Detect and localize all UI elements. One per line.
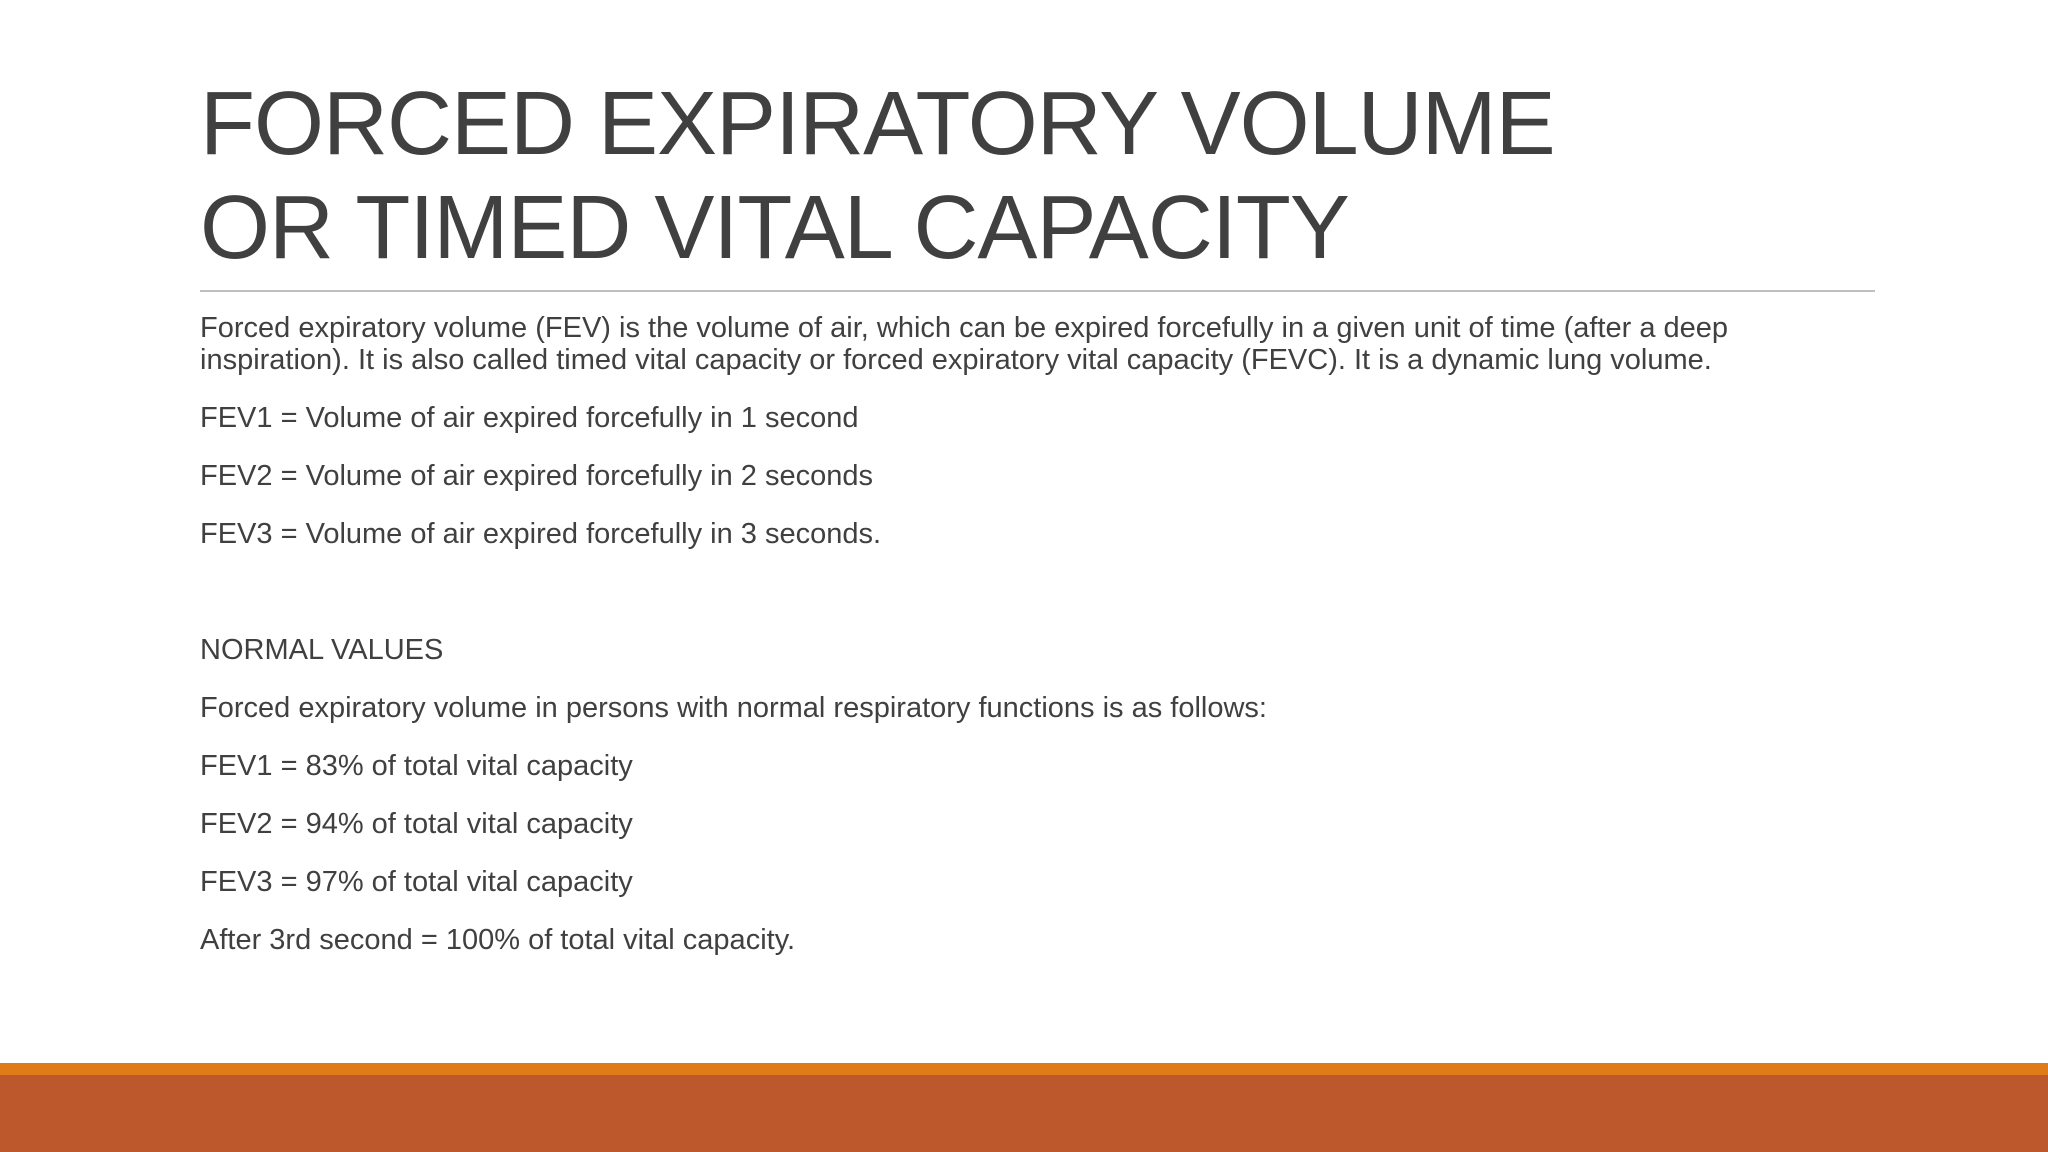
definition-fev3: FEV3 = Volume of air expired forcefully in 3 seconds. bbox=[200, 518, 882, 550]
title-divider bbox=[200, 290, 1875, 292]
intro-paragraph: Forced expiratory volume (FEV) is the volume of air, which can be expired forcefully in a given unit of time (after a deep inspiration). It is also called timed vital capacity or forced expiratory vital capacity (FEVC). It is a dynamic lung volume. bbox=[200, 312, 1729, 376]
normal-value-fev2: FEV2 = 94% of total vital capacity bbox=[200, 808, 633, 840]
footer-accent-stripe bbox=[0, 1063, 2048, 1075]
slide-body bbox=[200, 312, 1880, 956]
normal-values-heading: NORMAL VALUES bbox=[200, 634, 444, 666]
slide-title-line-2: OR TIMED VITAL CAPACITY bbox=[200, 178, 1349, 278]
normal-value-fev3: FEV3 = 97% of total vital capacity bbox=[200, 866, 633, 898]
normal-values-intro: Forced expiratory volume in persons with normal respiratory functions is as follows: bbox=[200, 692, 1267, 724]
normal-value-fev1: FEV1 = 83% of total vital capacity bbox=[200, 750, 633, 782]
normal-value-after-3rd: After 3rd second = 100% of total vital capacity. bbox=[200, 924, 796, 956]
footer-band bbox=[0, 1075, 2048, 1152]
definition-fev2: FEV2 = Volume of air expired forcefully in 2 seconds bbox=[200, 460, 873, 492]
slide-title bbox=[200, 72, 1850, 280]
definition-fev1: FEV1 = Volume of air expired forcefully in 1 second bbox=[200, 402, 859, 434]
slide-title-line-1: FORCED EXPIRATORY VOLUME bbox=[200, 74, 1555, 174]
